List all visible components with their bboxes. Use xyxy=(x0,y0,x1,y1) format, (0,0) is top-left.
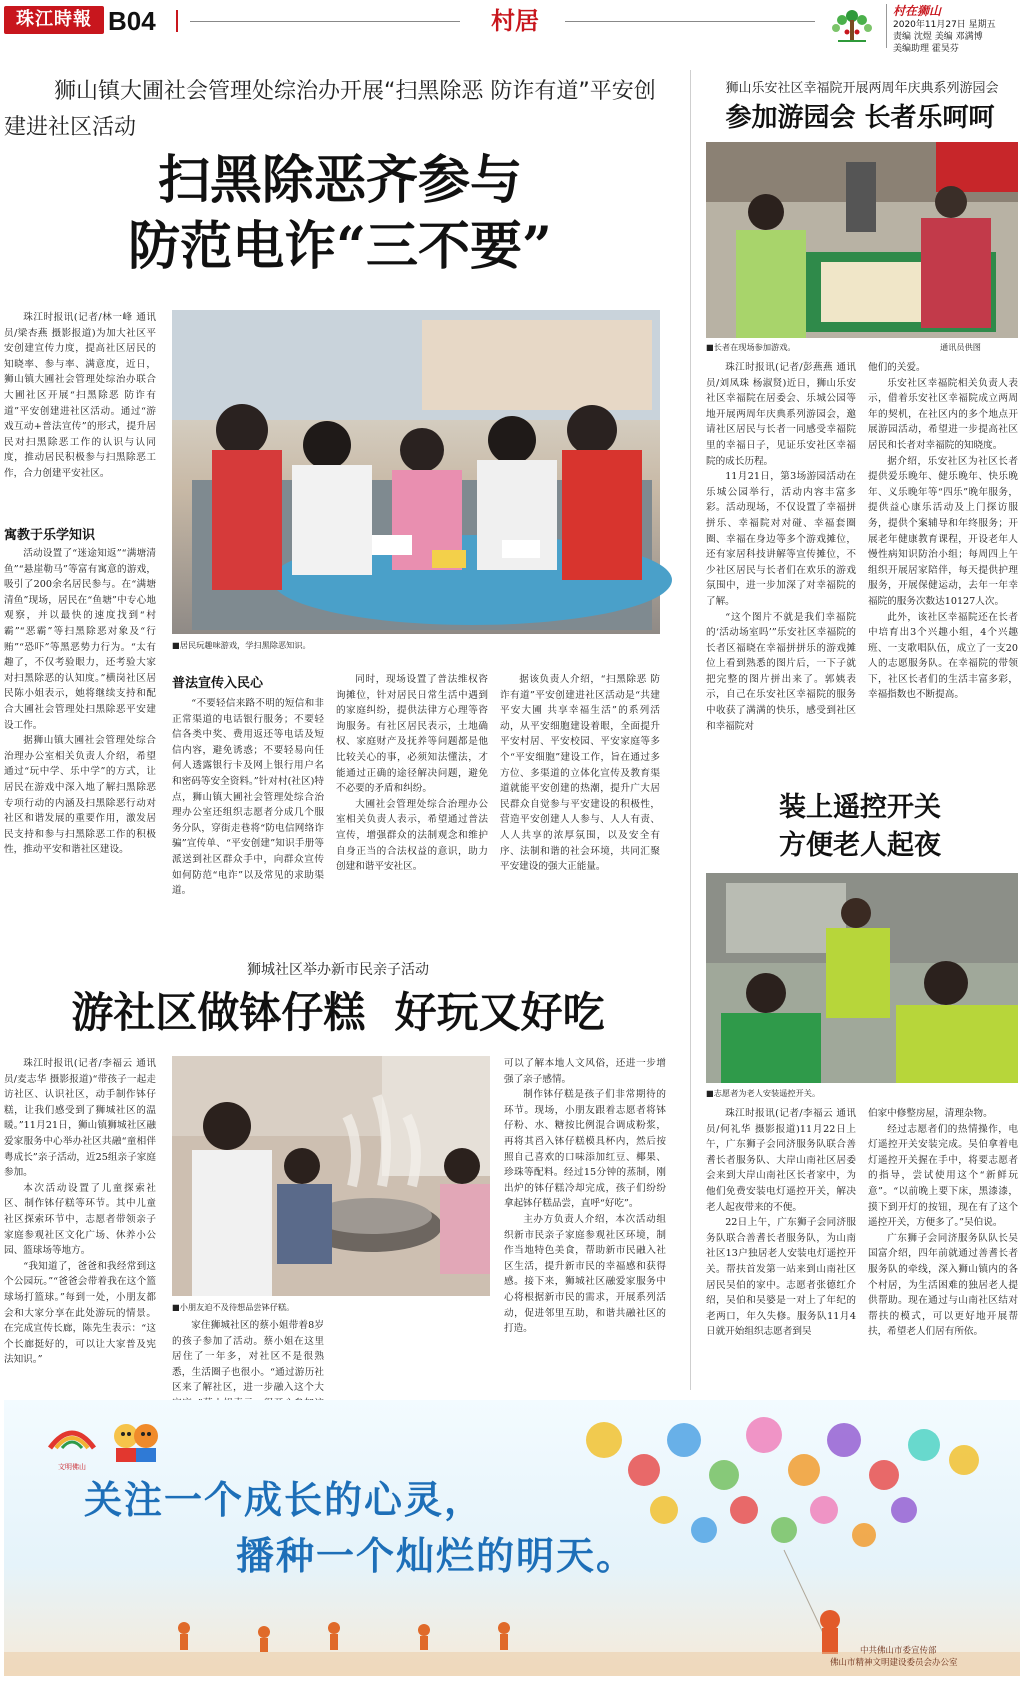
article1-kicker: 狮山镇大圃社会管理处综治办开展“扫黑除恶 防诈有道”平安创建进社区活动 xyxy=(4,79,656,140)
paragraph: 珠江时报讯(记者/李福云 通讯员/何礼华 摄影报道)11月22日上午，广东狮子会同济服务队联合善耆长者服务队、大岸山南社区居委会来到大岸山南社区长者家中，为他们免费安装电灯遥控开关，解决老人起夜带来的不便。 xyxy=(706,1108,856,1213)
article3-kicker: 狮城社区举办新市民亲子活动 xyxy=(247,962,429,978)
civilization-logo-icon xyxy=(42,1418,102,1462)
article3-headline: 游社区做钵仔糕 好玩又好吃 xyxy=(71,988,605,1037)
paragraph: 珠江时报讯(记者/林一峰 通讯员/梁杏燕 摄影报道)为加大社区平安创建宣传力度，提高社区居民的知晓率、参与率、满意度，近日，狮山镇大圃社会管理处综治办联合大圃社区开展“扫黑除恶 防诈有道”平安创建进社区活动。通过“游戏互动+普法宣传”的形式，提升居民对扫黑除恶工作的认识与认同度，推动居民积极参与扫黑除恶工作，合力创建平安社区。 xyxy=(4,312,156,479)
paragraph: 据狮山镇大圃社会管理处综合治理办公室相关负责人介绍，希望通过“玩中学、乐中学”的方式，让居民在游戏中深入地了解扫黑除恶专项行动的内涵及扫黑除恶行动对社区和谐发展的重要作用，激发居民支持和参与扫黑除恶工作的积极性，推动平安和谐社区建设。 xyxy=(4,735,156,856)
header-rule-left xyxy=(190,21,460,22)
paragraph: “不要轻信来路不明的短信和非正常渠道的电话银行服务；不要轻信各类中奖、费用返还等电话及短信内容，避免诱惑；不要轻易向任何人透露银行卡及网上银行用户名和密码等安全资料。”针对村(社区)特点，狮山镇大圃社会管理处综合治理办公室还组织志愿者分成几个服务分队，穿街走巷将“防电信网络诈骗”宣传单、“平安创建”知识手册等派送到社区群众手中，向群众宣传如何防范“电诈”以及常见的求助渠道。 xyxy=(172,698,324,897)
paragraph: 此外，该社区幸福院还在长者中培育出3个兴趣小组，4个兴趣班、一支歌唱队伍，成立了一支20人的志愿服务队。在幸福院的带领下，社区长者们的生活丰富多彩，幸福指数也不断提高。 xyxy=(868,611,1018,701)
paragraph: 本次活动设置了儿童探索社区、制作钵仔糕等环节。其中儿童社区探索环节中，志愿者带领亲子家庭参观社区文化广场、休养小公园、篮球场等地方。 xyxy=(4,1182,156,1257)
page-number: B04 xyxy=(108,6,156,36)
article2-kicker: 狮山乐安社区幸福院开展两周年庆典系列游园会 xyxy=(725,81,999,96)
issue-date: 2020年11月27日 星期五 xyxy=(893,20,996,30)
article1-column-1 xyxy=(4,310,156,510)
assistant-credit: 美编助理 霍昊芬 xyxy=(893,44,959,54)
article4-photo xyxy=(706,873,1018,1083)
paragraph: 据介绍，乐安社区为社区长者提供爱乐晚年、健乐晚年、快乐晚年、义乐晚年等“四乐”晚年服务，提供益心康乐活动及上门探访服务，提供个案辅导和年终服务；开展老年健康教育课程，开设老年人慢性病知识防治小组；每周四上午组织开展居家陪伴，每天提供护理服务，开展保健运动，去年一年幸福院的服务次数达10127人次。 xyxy=(868,455,1018,607)
paragraph: 经过志愿者们的热情操作，电灯遥控开关安装完成。吴伯拿着电灯遥控开关握在手中，将要志愿者的指导，尝试使用这个“新鲜玩意”。“以前晚上要下床，黑漆漆，摸下到开灯的按钮，现在有了这个遥控开关，方便多了。”吴伯说。 xyxy=(868,1123,1018,1229)
article1-column-3 xyxy=(336,672,488,908)
column-divider xyxy=(690,70,691,1390)
article3-photo-caption: ■小朋友迫不及待想品尝钵仔糕。 xyxy=(172,1302,295,1312)
paragraph: 制作钵仔糕是孩子们非常期待的环节。现场，小朋友跟着志愿者将钵仔粉、水、糖按比例混合调成粉浆，再将其舀入钵仔糕模具杯内，然后按照自己喜欢的口味添加红豆、椰果、珍珠等配料。经过15分钟的蒸制，刚出炉的钵仔糕冷却完成，孩子们纷纷拿起钵仔糕品尝，直呼“好吃”。 xyxy=(504,1089,666,1210)
article3-column-2 xyxy=(172,1318,324,1394)
paper-name: 珠江時報 xyxy=(16,9,92,30)
civilization-logo-label: 文明佛山 xyxy=(58,1463,86,1471)
paragraph: 他们的关爱。 xyxy=(868,362,926,373)
paragraph: 伯家中修整房屋，清理杂物。 xyxy=(868,1108,993,1119)
paragraph: 珠江时报讯(记者/李福云 通讯员/麦志华 摄影报道)“带孩子一起走访社区、认识社区，动手制作钵仔糕，让我们感受到了狮城社区的温暖。”11月21日，狮山镇狮城社区融爱家服务中心举办社区共融“童相伴 粤成长”亲子活动，近25组亲子家庭参加。 xyxy=(4,1058,156,1179)
editor-credit: 责编 沈煜 美编 邓满博 xyxy=(893,32,983,42)
banner-org-2: 佛山市精神文明建设委员会办公室 xyxy=(830,1658,958,1668)
article3-column-4 xyxy=(504,1056,666,1388)
article1-column-2 xyxy=(172,696,324,908)
article2-column-1 xyxy=(706,360,856,760)
paragraph: 据该负责人介绍，“扫黑除恶 防诈有道”平安创建进社区活动是“共建平安大圃 共享幸福生活”的系列活动，从平安细胞建设着眼，全面提升平安村居、平安校园、平安家庭等多个“平安细胞”建设工作，旨在通过多方位、多渠道的立体化宣传及教育渠道就能平安创建的热潮，提升广大居民群众自觉参与平安建设的积极性，营造平安创建人人参与、人人有责、人人共享的浓厚氛围，以及安全有序、法制和谐的社会环境，共同汇聚平安建设的强大正能量。 xyxy=(500,674,660,873)
paragraph: “我知道了，爸爸和我经常到这个公园玩。”“爸爸会带着我在这个篮球场打篮球。”每到一处，小朋友都会和大家分享在此处游玩的情景。在完成宣传长廊，陈先生表示：“这个长廊挺好的，可以让大家普及宪法知识。” xyxy=(4,1260,156,1366)
public-service-banner xyxy=(4,1400,1020,1676)
article3-photo xyxy=(172,1056,490,1296)
header-divider-red xyxy=(176,10,178,32)
article4-column-2 xyxy=(868,1106,1018,1388)
paragraph: 珠江时报讯(记者/彭燕燕 通讯员/刘凤珠 杨淑贤)近日，狮山乐安社区幸福院在居委会、乐城公园等地开展两周年庆典系列游园会，邀请社区居民与长者一同感受幸福院里的幸福日子，见证乐安社区幸福院的成长历程。 xyxy=(706,362,856,467)
paragraph: 同时，现场设置了普法维权咨询摊位，针对居民日常生活中遇到的家庭纠纷，提供法律方心理等咨询服务。有社区居民表示，土地确权、家庭财产及抚养等问题都是他比较关心的事，必须知法懂法，才能通过正确的途径解决问题，避免不必要的矛盾和纠纷。 xyxy=(336,674,488,795)
article2-photo xyxy=(706,142,1018,338)
article1-photo xyxy=(172,310,660,634)
paragraph: 广东狮子会同济服务队队长吴国富介绍，四年前就通过善耆长者服务队的牵线，深入狮山镇内的各个村居，为生活困难的独居老人提供帮助。现在通过与山南社区结对帮扶的模式，可以更好地开展帮扶，希望老人们居有所依。 xyxy=(868,1232,1018,1338)
article2-photo-caption: ■长者在现场参加游戏。 xyxy=(706,342,796,352)
article3-column-1 xyxy=(4,1056,156,1386)
banner-org-1: 中共佛山市委宣传部 xyxy=(860,1646,937,1656)
article4-headline-1: 装上遥控开关 xyxy=(779,792,941,823)
paragraph: 可以了解本地人文风俗，还进一步增强了亲子感情。 xyxy=(504,1058,666,1085)
paragraph: 11月21日，第3场游园活动在乐城公园举行，活动内容丰富多彩。活动现场，不仅设置了幸福拼拼乐、幸福院对对碰、幸福套圈圈、幸福在身边等多个游戏摊位，还有家居科技讲解等宣传摊位，不少社区居民与长者们在欢乐的游戏氛围中，进一步加深了对幸福院的了解。 xyxy=(706,471,856,607)
village-logo-icon xyxy=(822,2,882,48)
article1-headline-2: 防范电诈“三不要” xyxy=(128,216,552,277)
mascot-icon xyxy=(108,1414,164,1466)
article1-subhead-1: 寓教于乐学知识 xyxy=(4,528,96,543)
article4-photo-caption: ■志愿者为老人安装遥控开关。 xyxy=(706,1088,821,1098)
paragraph: 大圃社会管理处综合治理办公室相关负责人表示，希望通过普法宣传，增强群众的法制观念和维护自身正当的合法权益的意识，助力创建和谐平安社区。 xyxy=(336,798,488,873)
article3-column-3 xyxy=(336,1318,488,1388)
article4-column-1 xyxy=(706,1106,856,1388)
banner-slogan-1: 关注一个成长的心灵， xyxy=(84,1477,485,1522)
article1-column-4 xyxy=(500,672,660,908)
article4-headline-2: 方便老人起夜 xyxy=(779,830,941,861)
masthead-logo[interactable] xyxy=(4,6,104,34)
article2-photo-credit: 通讯员供图 xyxy=(940,342,981,352)
paragraph: 家住狮城社区的蔡小姐带着8岁的孩子参加了活动。蔡小姐在这里居住了一年多，对社区不是很熟悉，生活圈子也很小。“通过游历社区来了解社区，进一步融入这个大 xyxy=(172,1320,324,1394)
paragraph: 主办方负责人介绍，本次活动组织新市民亲子家庭参观社区环境，制作当地特色美食，帮助新市民融入社区生活，提升新市民的幸福感和获得感。接下来，狮城社区融爱家服务中心将根据新市民的需求，开展系列活动，促进邻里互助，和谐共融社区的打造。 xyxy=(504,1213,666,1335)
header-rule-right xyxy=(565,21,815,22)
header-divider-vertical xyxy=(886,4,887,48)
article2-headline: 参加游园会 长者乐呵呵 xyxy=(725,103,995,133)
paragraph: 乐安社区幸福院相关负责人表示，借着乐安社区幸福院成立两周年的契机，在社区内的多个地点开展游园活动，希望进一步提高社区居民和长者对幸福院的知晓度。 xyxy=(868,377,1018,451)
article1-subhead-2: 普法宣传入民心 xyxy=(172,676,264,691)
section-title: 村居 xyxy=(491,7,539,35)
article2-column-2 xyxy=(868,360,1018,760)
banner-slogan-2: 播种一个灿烂的明天。 xyxy=(236,1533,637,1578)
article1-headline-1: 扫黑除恶齐参与 xyxy=(157,150,522,211)
paragraph: 活动设置了“迷途知返”“满塘清鱼”“悬崖勒马”等富有寓意的游戏，吸引了200余名居民参与。在“满塘清鱼”现场，居民在“鱼塘”中专心地观察，并以最快的速度找到“村霸”“恶霸”等扫黑除恶对象及“行贿”“恐吓”等黑恶势力行为。“太有趣了，不仅考验眼力，还考验大家对扫黑除恶的认知度。”横岗社区居民陈小姐表示，她将继续支持和配合大圃社会管理处扫黑除恶平安建设工作。 xyxy=(4,548,156,731)
brand-slogan: 村在狮山 xyxy=(893,4,942,18)
article1-column-1-cont xyxy=(4,546,156,908)
paragraph: “这个图片不就是我们幸福院的‘活动场室吗’”乐安社区幸福院的长者区福晓在幸福拼拼乐的游戏摊位上看到熟悉的图片后，一下子就把完整的图片拼出来了。郭姨表示，自己在乐安社区幸福院的服务中收获了满满的快乐，感受到社区和幸福院对 xyxy=(706,611,856,732)
article1-photo-caption: ■居民玩趣味游戏，学扫黑除恶知识。 xyxy=(172,640,311,650)
paragraph: 22日上午，广东狮子会同济服务队联合善耆长者服务队，为山南社区13户独居老人安装电灯遥控开关。帮扶首发第一站来到山南社区居民吴伯的家中。志愿者张德红介绍，吴伯和吴婆是一对上了年纪的老两口，年久失修。服务队11月4日就开始组织志愿者到吴 xyxy=(706,1217,856,1338)
